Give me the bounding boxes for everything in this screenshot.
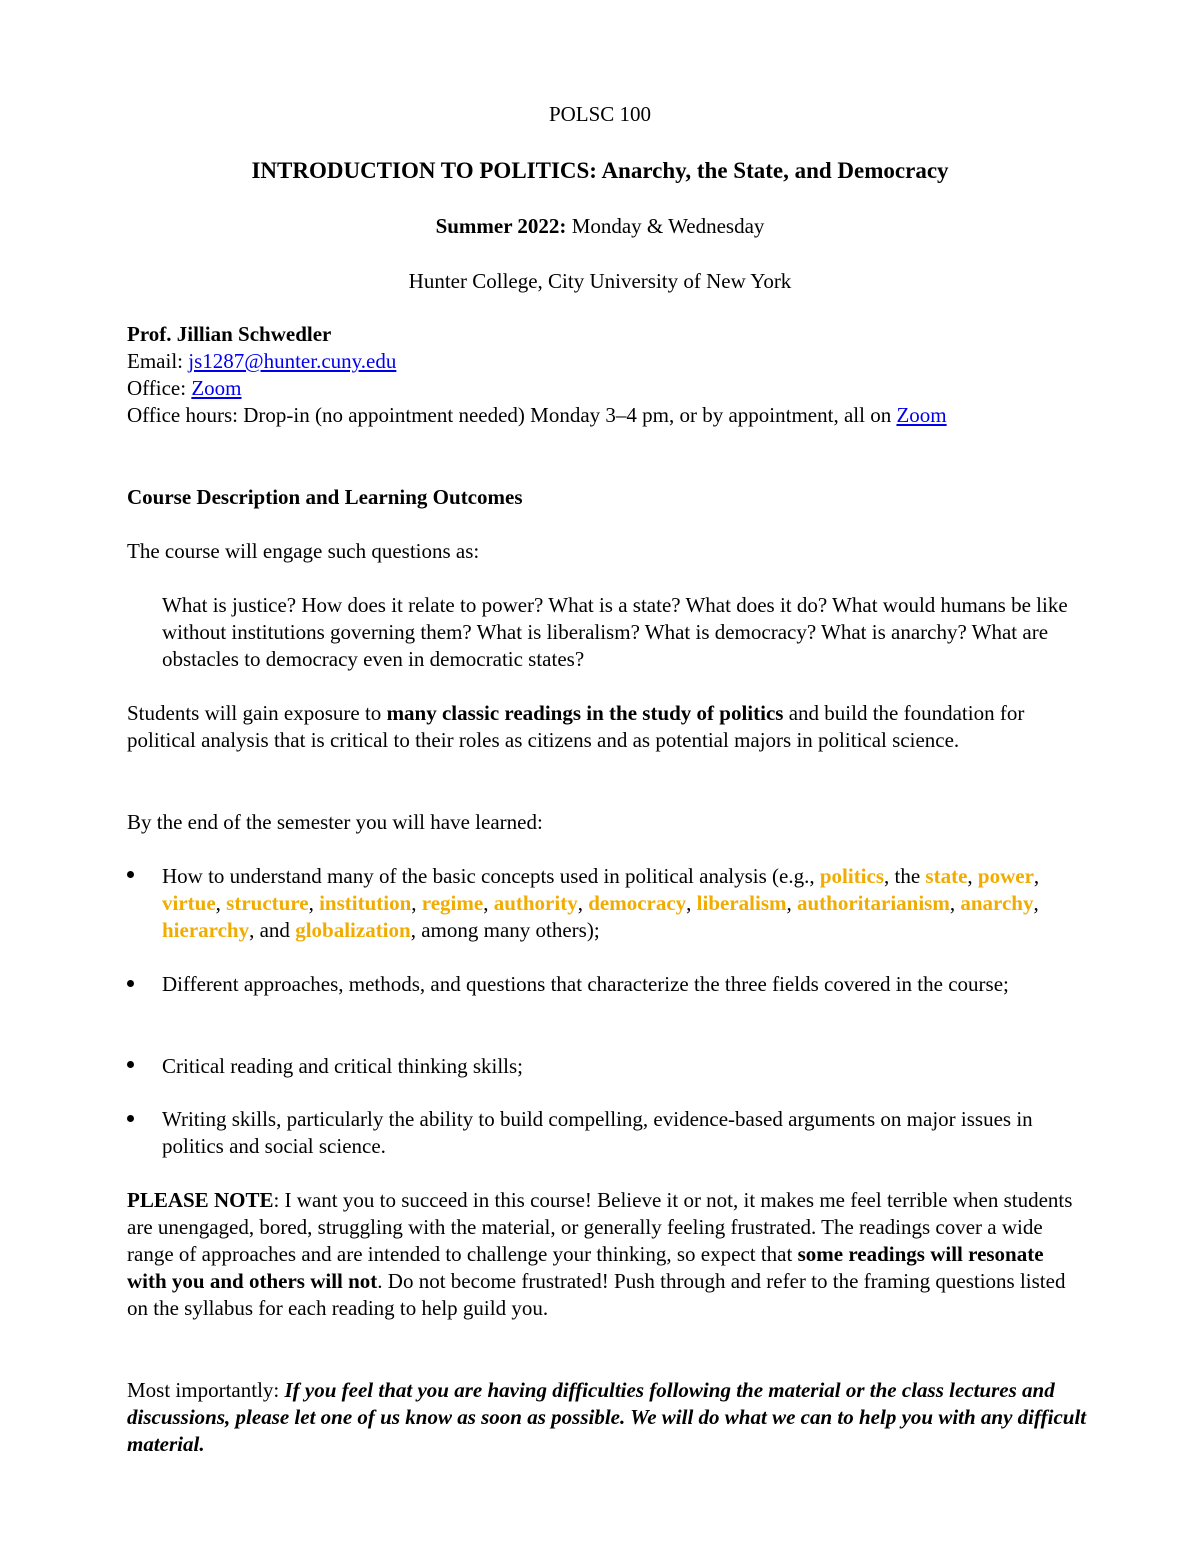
note-emphasis: some readings will resonate with you and others will not [127,1242,1044,1293]
concept-term: virtue [162,891,216,915]
concept-term: liberalism [696,891,787,915]
office-line: Office: Zoom [127,376,242,400]
concept-term: authority [493,891,578,915]
course-title: INTRODUCTION TO POLITICS: Anarchy, the State, and Democracy [251,158,949,183]
email-link[interactable]: js1287@hunter.cuny.edu [188,349,397,373]
office-zoom-link[interactable]: Zoom [191,376,242,400]
concept-term: politics [819,864,885,888]
section-heading: Course Description and Learning Outcomes [127,485,523,509]
please-note-label: PLEASE NOTE [127,1188,274,1212]
term-label: Summer 2022: [435,214,567,238]
closing-paragraph: Most importantly: If you feel that you are having difficulties following the material or the class lectures and discussions, please let one of us know as soon as possible. We will do what we can to help you with any difficult material. [127,1378,1087,1456]
institution: Hunter College, City University of New York [408,269,792,293]
please-note-paragraph: PLEASE NOTE: I want you to succeed in this course! Believe it or not, it makes me feel terrible when students are unengaged, bored, struggling with the material, or generally feeling frustrated. The readings cover a wide range of approaches and are intended to challenge your thinking, so expect that some readings will resonate with you and others will not. Do not become frustrated! Push through and refer to the framing questions listed on the syllabus for each reading to help guild you. [127,1188,1073,1320]
professor-name: Prof. Jillian Schwedler [127,322,332,346]
office-hours-line: Office hours: Drop-in (no appointment needed) Monday 3–4 pm, or by appointment, all on Zoom [127,403,947,427]
concept-term: structure [226,891,309,915]
concept-term: hierarchy [162,918,250,942]
syllabus-page: POLSC 100 INTRODUCTION TO POLITICS: Anarchy, the State, and Democracy Summer 2022: Monday & Wednesday Hunter College, City University of New York Prof. Jillian Schwedler Email: js1287@hunter.cuny.edu Office: Zoom Office hours: Drop-in (no appointment needed) Monday 3–4 pm, or by appointment, all on Zoom Course Description and Learning Outcomes The course will engage such questions as: What is justice? How does it relate to power? What is a state? What does it do? What would humans be like without institutions governing them? What is liberalism? What is democracy? What is anarchy? What are obstacles to democracy even in democratic states? Students will gain exposure to many classic readings in the study of politics and build the foundation for political analysis that is critical to their roles as citizens and as potential majors in political science. By the end of the semester you will have learned: How to understand many of the basic concepts used in political analysis (e.g., politics, the state, power, virtue, structure, institution, regime, authority, democracy, liberalism, authoritarianism, anarchy, hierarchy, and globalization, among many others); Different approaches, methods, and questions that characterize the three fields covered in the course; Critical reading and critical thinking skills; Writing skills, particularly the ability to build compelling, evidence-based arguments on major issues in politics and social science. PLEASE NOTE: I want you to succeed in this course! Believe it or not, it makes me feel terrible when students are unengaged, bored, struggling with the material, or generally feeling frustrated. The readings cover a wide range of approaches and are intended to challenge your thinking, so expect that some readings will resonate with you and others will not. Do not become frustrated! Push through and refer to the framing questions listed on the syllabus for each reading to help guild you. Most importantly: If you feel that you are having difficulties following the material or the class lectures and discussions, please let one of us know as soon as possible. We will do what we can to help you with any difficult material. [0,0,1200,1553]
contact-block [127,321,1087,429]
exposure-emphasis: many classic readings in the study of politics [386,701,784,725]
bullet-dot-icon [127,1061,139,1073]
concept-term: power [977,864,1034,888]
concept-term: anarchy [960,891,1034,915]
concept-term: regime [421,891,484,915]
office-hours-zoom-link[interactable]: Zoom [896,403,947,427]
outcomes-intro: By the end of the semester you will have learned: [127,810,543,834]
course-code: POLSC 100 [548,102,652,126]
concept-term: institution [319,891,412,915]
concept-term: authoritarianism [797,891,950,915]
concept-term: globalization [295,918,411,942]
exposure-paragraph: Students will gain exposure to many classic readings in the study of politics and build the foundation for political analysis that is critical to their roles as citizens and as potential majors in political science. [127,701,1025,752]
closing-emphasis: If you feel that you are having difficulties following the material or the class lectures and discussions, please let one of us know as soon as possible. We will do what we can to help you with any difficult material. [127,1378,1087,1456]
course-term [0,213,1200,240]
bullet-dot-icon [127,871,139,883]
questions-paragraph: What is justice? How does it relate to power? What is a state? What does it do? What would humans be like without institutions governing them? What is liberalism? What is democracy? What is anarchy? What are obstacles to democracy even in democratic states? [162,593,1068,671]
concept-term: democracy [588,891,687,915]
questions-intro: The course will engage such questions as: [127,539,480,563]
email-line: Email: js1287@hunter.cuny.edu [127,349,397,373]
bullet-dot-icon [127,980,139,992]
concept-term: state [925,864,968,888]
bullet-dot-icon [127,1115,139,1127]
term-days: Monday & Wednesday [566,214,765,238]
